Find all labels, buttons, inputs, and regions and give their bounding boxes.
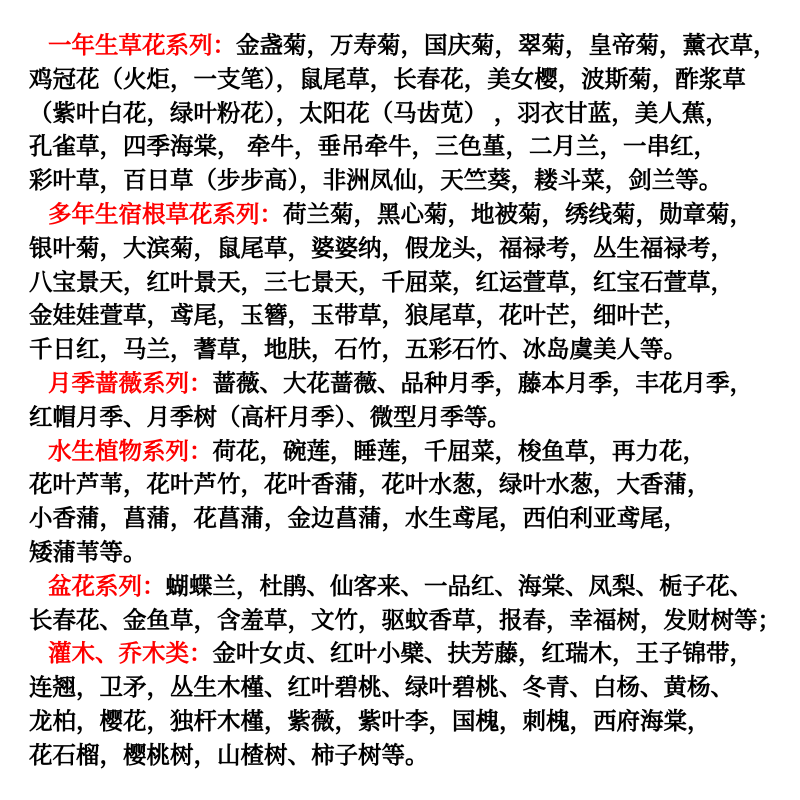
catalog-section-annual-flowers	[29, 29, 786, 198]
catalog-section-shrubs-and-trees	[29, 637, 786, 772]
catalog-line	[29, 367, 786, 401]
section-header: 多年生宿根草花系列：	[48, 200, 283, 227]
line-text: 蝴蝶兰，杜鹃、仙客来、一品红、海棠、凤梨、栀子花、	[165, 572, 753, 599]
catalog-line: （紫叶白花，绿叶粉花），太阳花（马齿苋） ，羽衣甘蓝，美人蕉，	[29, 99, 729, 126]
catalog-line: 矮蒲苇等。	[29, 538, 147, 565]
catalog-line: 金娃娃萱草，鸢尾，玉簪，玉带草，狼尾草，花叶芒，细叶芒，	[29, 302, 687, 329]
catalog-section-rose-series	[29, 367, 786, 435]
line-text: 荷花，碗莲，睡莲，千屈菜，梭鱼草，再力花，	[212, 437, 706, 464]
section-header: 一年生草花系列：	[48, 32, 236, 58]
section-header: 盆花系列：	[48, 572, 166, 599]
catalog-line: 长春花、金鱼草，含羞草，文竹，驱蚊香草，报春，幸福树，发财树等；	[29, 606, 781, 633]
catalog-line: 八宝景天，红叶景天，三七景天，千屈菜，红运萱草，红宝石萱草，	[29, 268, 734, 295]
catalog-line: 花叶芦苇，花叶芦竹，花叶香蒲，花叶水葱，绿叶水葱，大香蒲，	[29, 471, 711, 498]
catalog-section-potted-flowers	[29, 570, 786, 638]
catalog-line: 龙柏，樱花，独杆木槿，紫薇，紫叶李，国槐，刺槐，西府海棠，	[29, 707, 711, 734]
catalog-section-aquatic-plants	[29, 435, 786, 570]
line-text: 蔷薇、大花蔷薇、品种月季，藤本月季，丰花月季，	[212, 369, 753, 396]
catalog-line	[29, 29, 786, 63]
catalog-line: 鸡冠花（火炬，一支笔），鼠尾草，长春花，美女樱，波斯菊，酢浆草	[29, 65, 746, 92]
section-header: 水生植物系列：	[48, 437, 213, 464]
catalog-line: 连翘，卫矛，丛生木槿、红叶碧桃、绿叶碧桃、冬青、白杨、黄杨、	[29, 674, 734, 701]
section-header: 月季蔷薇系列：	[48, 369, 213, 396]
line-text: 金叶女贞、红叶小檗、扶芳藤，红瑞木，王子锦带，	[212, 640, 753, 667]
catalog-line: 孔雀草，四季海棠， 牵牛，垂吊牵牛，三色堇，二月兰，一串红，	[29, 133, 718, 160]
section-header: 灌木、乔木类：	[48, 640, 213, 667]
catalog-line: 千日红，马兰，蓍草，地肤，石竹，五彩石竹、冰岛虞美人等。	[29, 336, 687, 363]
catalog-line: 红帽月季、月季树（高杆月季）、微型月季等。	[29, 403, 511, 430]
catalog-line: 银叶菊，大滨菊，鼠尾草，婆婆纳，假龙头，福禄考，丛生福禄考，	[29, 234, 734, 261]
catalog-line	[29, 637, 786, 671]
catalog-line	[29, 198, 786, 232]
catalog-line	[29, 570, 786, 604]
line-text: 荷兰菊，黑心菊，地被菊，绣线菊，勋章菊，	[283, 200, 753, 227]
catalog-line: 彩叶草，百日草（步步高），非洲凤仙，天竺葵，耧斗菜，剑兰等。	[29, 167, 723, 194]
line-text: 金盏菊，万寿菊，国庆菊，翠菊，皇帝菊，薰衣草，	[236, 32, 777, 58]
catalog-line	[29, 435, 786, 469]
catalog-line: 花石榴，樱桃树，山楂树、柿子树等。	[29, 741, 429, 768]
catalog-section-perennial-flowers	[29, 198, 786, 367]
catalog-line: 小香蒲，菖蒲，花菖蒲，金边菖蒲，水生鸢尾，西伯利亚鸢尾，	[29, 505, 687, 532]
